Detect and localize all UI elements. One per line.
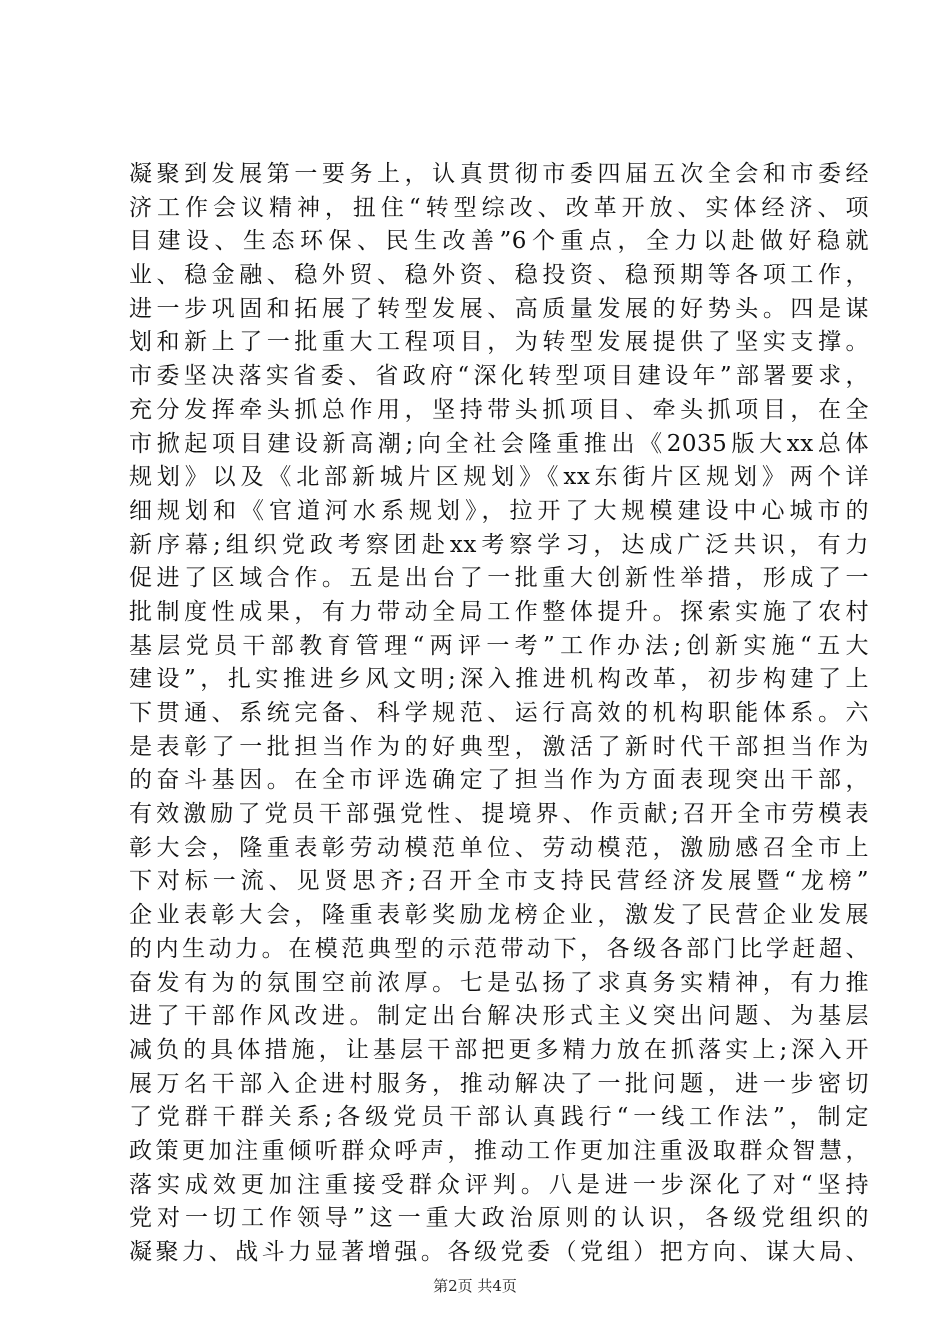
text-line: 政策更加注重倾听群众呼声，推动工作更加注重汲取群众智慧，	[129, 1137, 869, 1164]
text-line: 市委坚决落实省委、省政府“深化转型项目建设年”部署要求，	[129, 363, 869, 390]
text-line: 进一步巩固和拓展了转型发展、高质量发展的好势头。四是谋	[129, 295, 869, 322]
text-line: 批制度性成果，有力带动全局工作整体提升。探索实施了农村	[129, 598, 869, 625]
body-text	[129, 158, 869, 1270]
text-line: 济工作会议精神，扭住“转型综改、改革开放、实体经济、项	[129, 194, 869, 221]
text-line: 落实成效更加注重接受群众评判。八是进一步深化了对“坚持	[129, 1171, 869, 1198]
text-line: 建设”，扎实推进乡风文明;深入推进机构改革，初步构建了上	[129, 666, 869, 693]
text-line: 充分发挥牵头抓总作用，坚持带头抓项目、牵头抓项目，在全	[129, 396, 869, 423]
text-line: 细规划和《官道河水系规划》，拉开了大规模建设中心城市的	[129, 497, 869, 524]
text-line: 凝聚到发展第一要务上，认真贯彻市委四届五次全会和市委经	[129, 161, 869, 187]
text-line: 目建设、生态环保、民生改善”6个重点，全力以赴做好稳就	[129, 228, 869, 255]
text-line: 基层党员干部教育管理“两评一考”工作办法;创新实施“五大	[129, 632, 869, 659]
text-line: 减负的具体措施，让基层干部把更多精力放在抓落实上;深入开	[129, 1036, 869, 1063]
text-line: 规划》以及《北部新城片区规划》《xx东街片区规划》两个详	[129, 464, 869, 491]
text-line: 业、稳金融、稳外贸、稳外资、稳投资、稳预期等各项工作，	[129, 262, 869, 289]
text-line: 下对标一流、见贤思齐;召开全市支持民营经济发展暨“龙榜”	[129, 868, 869, 895]
text-line: 党对一切工作领导”这一重大政治原则的认识，各级党组织的	[129, 1205, 869, 1232]
text-line: 下贯通、系统完备、科学规范、运行高效的机构职能体系。六	[129, 700, 869, 726]
text-line: 划和新上了一批重大工程项目，为转型发展提供了坚实支撑。	[129, 329, 869, 356]
text-line: 进了干部作风改进。制定出台解决形式主义突出问题、为基层	[129, 1003, 869, 1030]
text-line: 展万名干部入企进村服务，推动解决了一批问题，进一步密切	[129, 1070, 869, 1097]
text-line: 促进了区域合作。五是出台了一批重大创新性举措，形成了一	[129, 565, 869, 592]
text-line: 奋发有为的氛围空前浓厚。七是弘扬了求真务实精神，有力推	[129, 969, 869, 996]
text-line: 凝聚力、战斗力显著增强。各级党委（党组）把方向、谋大局、	[129, 1239, 869, 1265]
text-line: 的奋斗基因。在全市评选确定了担当作为方面表现突出干部，	[129, 767, 869, 794]
text-line: 的内生动力。在模范典型的示范带动下，各级各部门比学赶超、	[129, 935, 869, 962]
text-line: 市掀起项目建设新高潮;向全社会隆重推出《2035版大xx总体	[129, 430, 869, 457]
page-footer: 第2页 共4页	[433, 1277, 517, 1295]
text-line: 了党群干群关系;各级党员干部认真践行“一线工作法”，制定	[129, 1104, 869, 1131]
text-line: 是表彰了一批担当作为的好典型，激活了新时代干部担当作为	[129, 733, 869, 760]
text-line: 有效激励了党员干部强党性、提境界、作贡献;召开全市劳模表	[129, 801, 869, 828]
text-line: 新序幕;组织党政考察团赴xx考察学习，达成广泛共识，有力	[129, 531, 869, 558]
text-line: 彰大会，隆重表彰劳动模范单位、劳动模范，激励感召全市上	[129, 834, 869, 861]
text-line: 企业表彰大会，隆重表彰奖励龙榜企业，激发了民营企业发展	[129, 902, 869, 929]
